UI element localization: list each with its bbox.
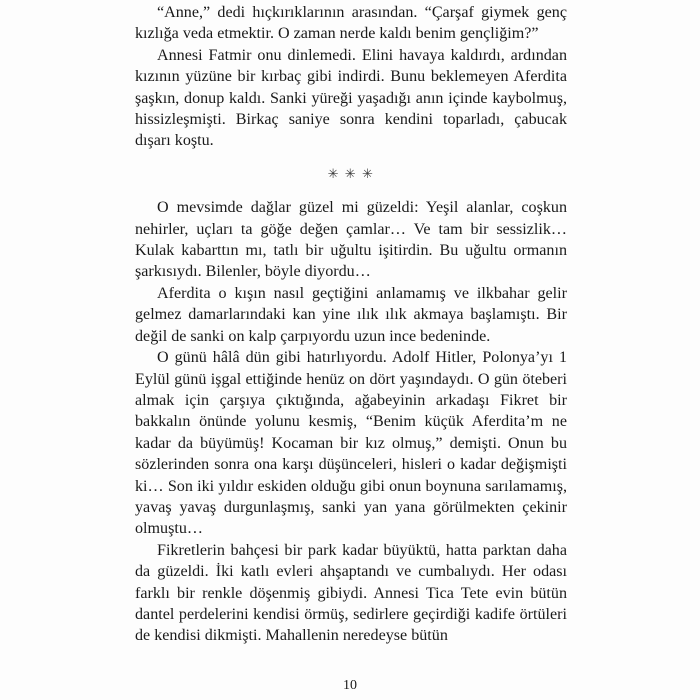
paragraph: Annesi Fatmir onu dinlemedi. Elini havaya kaldırdı, ardından kızının yüzüne bir kırbaç gibi indirdi. Bunu beklemeyen Aferdita şaşkın, donup kaldı. Sanki yüreği yaşadığı anın içinde kaybolmuş, hissizleşmişti. Birkaç saniye sonra kendini toparladı, çabucak dışarı koştu. xyxy=(135,46,567,150)
paragraph: Aferdita o kışın nasıl geçtiğini anlamamış ve ilkbahar gelir gelmez damarlarındaki kan yine ılık ılık akmaya başlamıştı. Bir değil de sanki on kalp çarpıyordu uzun ince bedeninde. xyxy=(135,284,567,345)
paragraph: O günü hâlâ dün gibi hatırlıyordu. Adolf Hitler, Polonya’yı 1 Eylül günü işgal ettiğinde henüz on dört yaşındaydı. O gün öteberi almak için çarşıya çıktığında, ağabeyinin arkadaşı Fikret bir bakkalın önünde yolunu kesmiş, “Benim küçük Aferdita’m ne kadar da büyümüş! Kocaman bir kız olmuş,” demişti. Onun bu sözlerinden sonra ona karşı düşünceleri, hisleri o kadar değişmişti ki… Son iki yıldır eskiden olduğu gibi onun boynuna sarılamamış, yavaş yavaş durgunlaşmış, sanki yan yana görülmekten çekinir olmuştu… xyxy=(135,349,567,538)
page-number: 10 xyxy=(343,678,357,693)
paragraph: O mevsimde dağlar güzel mi güzeldi: Yeşil alanlar, coşkun nehirler, uçları ta göğe değen çamlar… Ve tam bir sessizlik… Kulak kabarttın mı, tatlı bir uğultu işitirdin. Bu uğultu ormanın şarkısıydı. Bilenler, böyle diyordu… xyxy=(135,199,567,281)
page-text-block xyxy=(135,2,567,647)
paragraph: Fikretlerin bahçesi bir park kadar büyüktü, hatta parktan daha da güzeldi. İki katlı evleri ahşaptandı ve cumbalıydı. Her odası farklı bir renkle döşenmiş gibiydi. Annesi Tica Tete evin bütün dantel perdelerini kendisi örmüş, sedirlere geçirdiği kadife örtüleri de kendisi dikmişti. Mahallenin neredeyse bütün xyxy=(135,541,567,645)
paragraph: “Anne,” dedi hıçkırıklarının arasından. “Çarşaf giymek genç kızlığa veda etmektir. O zaman nerde kaldı benim gençliğim?” xyxy=(135,4,567,43)
scene-break-separator: ✳ ✳ ✳ xyxy=(327,165,375,181)
